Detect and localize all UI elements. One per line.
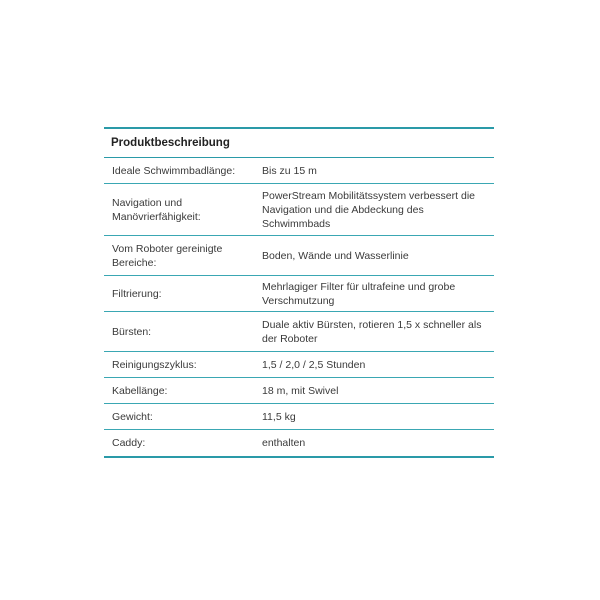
row-label: Kabellänge: [112,384,168,397]
table-title: Produktbeschreibung [104,129,494,158]
row-label: Bürsten: [112,325,152,338]
row-value: Boden, Wände und Wasserlinie [262,249,409,262]
table-row [104,312,494,352]
row-value: 18 m, mit Swivel [262,384,339,397]
product-spec-table [104,127,494,458]
row-label: Vom Roboter gereinigte Bereiche: [112,242,223,269]
row-label: Caddy: [112,437,146,449]
table-row [104,352,494,378]
row-label: Ideale Schwimmbadlänge: [112,164,236,177]
table-row [104,430,494,456]
table-row [104,378,494,404]
row-value: Bis zu 15 m [262,164,317,177]
table-row [104,404,494,430]
row-label: Navigation und Manövrierfähigkeit: [112,196,201,223]
row-value: 11,5 kg [262,410,296,423]
table-row [104,158,494,184]
table-row [104,184,494,236]
row-label: Reinigungszyklus: [112,358,197,371]
row-value: 1,5 / 2,0 / 2,5 Stunden [262,358,366,371]
row-value: enthalten [262,437,306,449]
row-value: PowerStream Mobilitätssystem verbessert die Navigation und die Abdeckung des Schwimmbads [262,189,475,230]
row-label: Gewicht: [112,410,153,423]
row-value: Mehrlagiger Filter für ultrafeine und grobe Verschmutzung [262,280,456,307]
table-row [104,276,494,312]
table-row [104,236,494,276]
row-label: Filtrierung: [112,287,162,300]
row-value: Duale aktiv Bürsten, rotieren 1,5 x schneller als der Roboter [262,318,482,345]
